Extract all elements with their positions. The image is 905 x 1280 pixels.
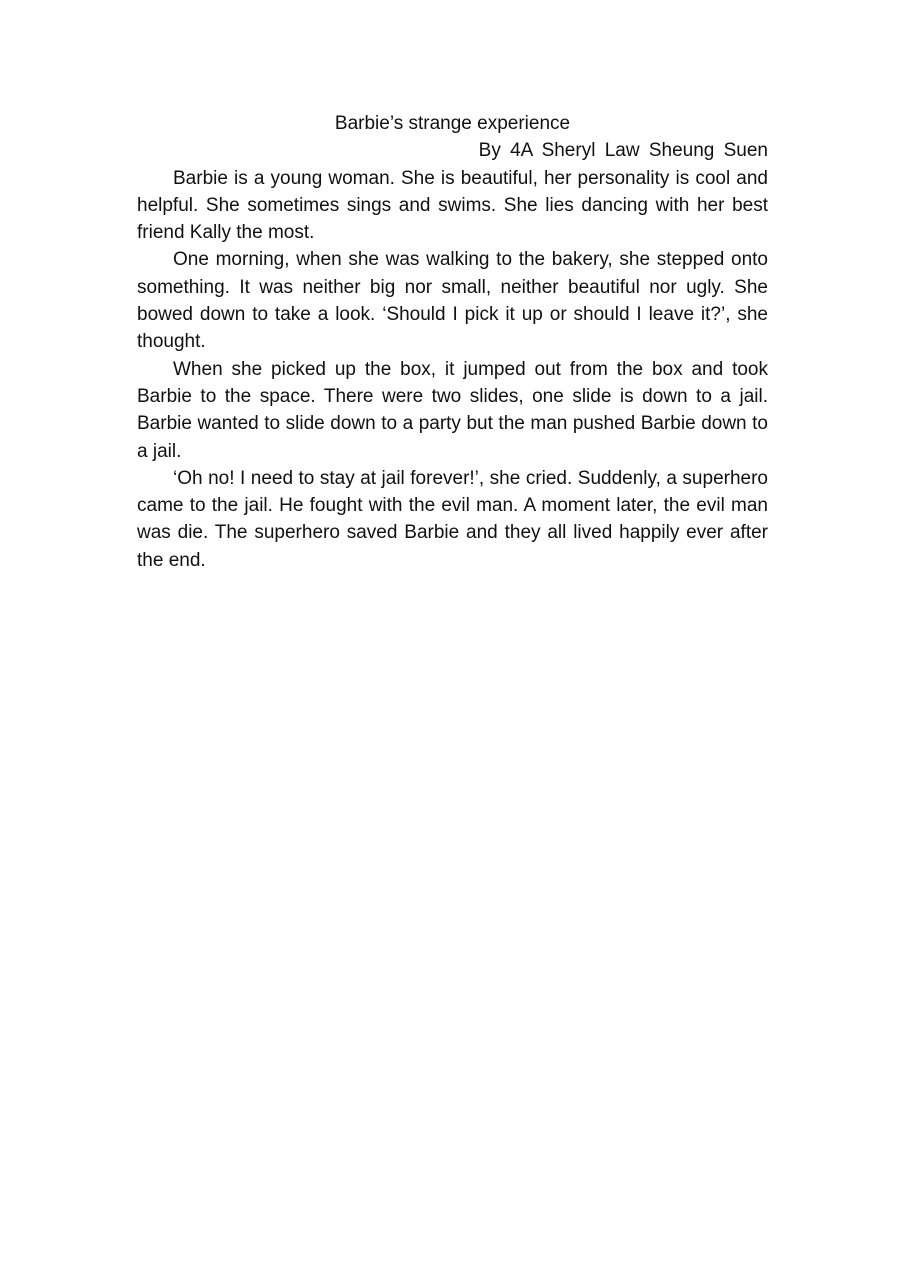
document-title: Barbie’s strange experience <box>334 113 571 134</box>
paragraph-3: When she picked up the box, it jumped out from the box and took Barbie to the space. There were two slides, one slide is down to a jail. Barbie wanted to slide down to a party but the man pushed Barbie down to a jail. <box>137 358 768 462</box>
paragraph-2: One morning, when she was walking to the bakery, she stepped onto something. It was neither big nor small, neither beautiful nor ugly. She bowed down to take a look. ‘Should I pick it up or should I leave it?’, she thought. <box>137 249 768 353</box>
paragraph-4: ‘Oh no! I need to stay at jail forever!’, she cried. Suddenly, a superhero came to the jail. He fought with the evil man. A moment later, the evil man was die. The superhero saved Barbie and they all lived happily ever after the end. <box>137 467 768 571</box>
document-body <box>137 110 768 574</box>
paragraph-1: Barbie is a young woman. She is beautiful, her personality is cool and helpful. She sometimes sings and swims. She lies dancing with her best friend Kally the most. <box>137 167 768 244</box>
author-byline: By 4A Sheryl Law Sheung Suen <box>478 140 768 162</box>
